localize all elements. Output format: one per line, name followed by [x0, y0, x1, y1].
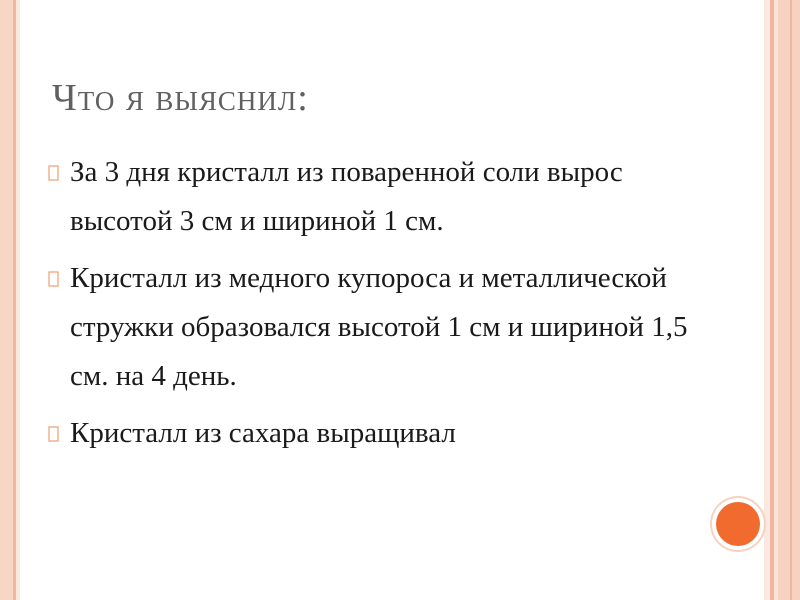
bullet-text: Кристалл из сахара выращивал [70, 417, 456, 449]
left-frame-border [0, 0, 13, 600]
orange-circle-icon [716, 502, 760, 546]
right-frame-stripe [790, 0, 792, 600]
bullet-item [42, 254, 722, 401]
bullet-icon [48, 165, 60, 181]
slide-title: Что я выяснил: [52, 77, 309, 119]
right-frame-border [778, 0, 800, 600]
left-frame-gap [16, 0, 20, 600]
bullet-text: Кристалл из медного купороса и металлической стружки образовался высотой 1 см и шириной 1,5 см. на 4 день. [70, 262, 688, 392]
bullet-list [42, 148, 722, 466]
bullet-icon [48, 426, 60, 442]
bullet-text: За 3 дня кристалл из поваренной соли вырос высотой 3 см и шириной 1 см. [70, 156, 623, 237]
bullet-icon [48, 271, 60, 287]
bullet-item [42, 148, 722, 246]
bullet-item [42, 409, 722, 458]
